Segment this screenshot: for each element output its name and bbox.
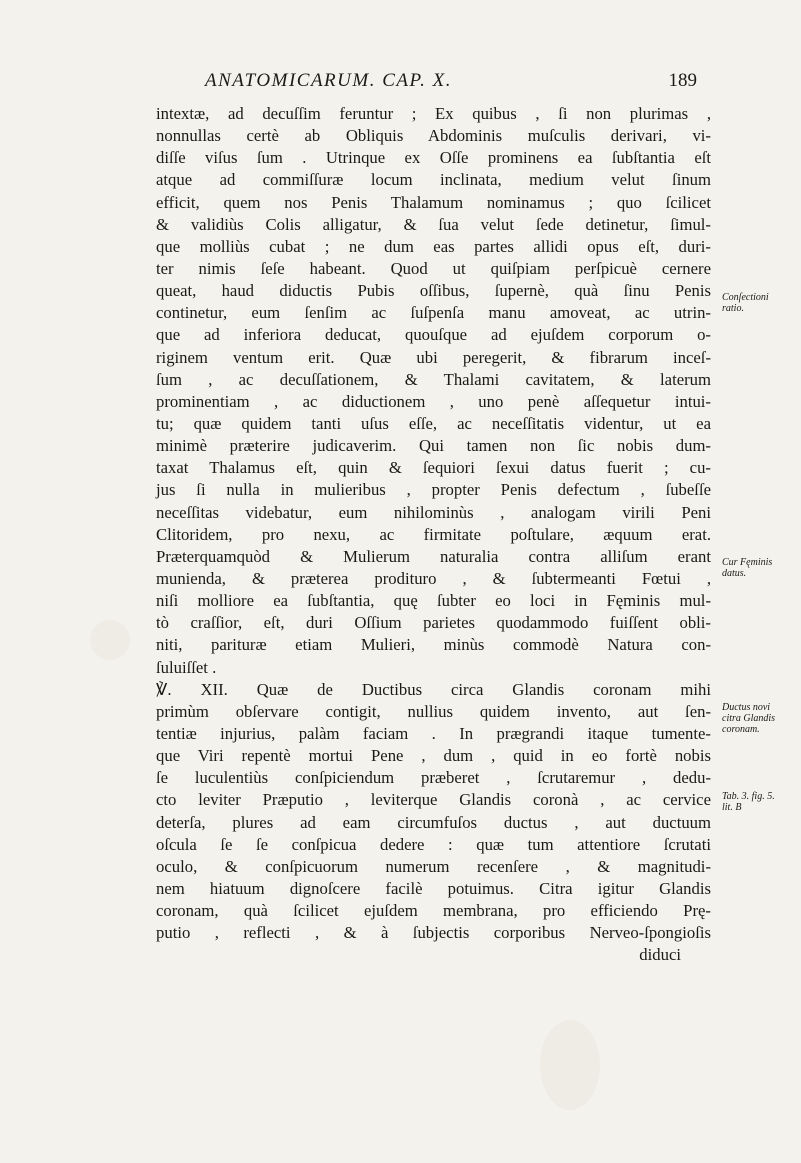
text-line: tu; quæ quidem tanti uſus eſſe, ac neceſſitatis videntur, ut ea (156, 413, 711, 433)
text-line: coronam, quà ſcilicet ejuſdem membrana, pro efficiendo Prę- (156, 901, 711, 921)
text-line: oculo, & conſpicuorum numerum recenſere , & magnitudi- (156, 856, 711, 876)
text-line: diduci (639, 945, 681, 965)
page-number: 189 (668, 70, 697, 91)
margin-note-line: citra Glandis (722, 713, 776, 724)
text-line: riginem ventum erit. Quæ ubi peregerit, & fibrarum inceſ- (156, 347, 711, 367)
text-line: & validiùs Colis alligatur, & ſua velut ſede detinetur, ſimul- (156, 214, 711, 234)
margin-note-tab-ref (722, 791, 798, 813)
text-line: deterſa, plures ad eam circumfuſos ductus , aut ductuum (156, 812, 711, 832)
text-line: jus ſi nulla in mulieribus , propter Penis defectum , ſubeſſe (156, 480, 711, 500)
text-line: ter nimis ſeſe habeant. Quod ut quiſpiam perſpicuè cernere (156, 258, 711, 278)
margin-note-line: Tab. 3. fig. 5. (722, 791, 775, 802)
text-line: diſſe viſus ſum . Utrinque ex Oſſe prominens ea ſubſtantia eſt (156, 148, 711, 168)
text-line: taxat Thalamus eſt, quin & ſequiori ſexui datus fuerit ; cu- (156, 458, 711, 478)
margin-note-line: datus. (722, 568, 747, 579)
text-line: que Viri repentè mortui Pene , dum , quid in eo fortè nobis (156, 746, 711, 766)
text-line: intextæ, ad decuſſim feruntur ; Ex quibus , ſi non plurimas , (156, 104, 711, 123)
margin-note-cur-feminis (722, 557, 798, 579)
margin-note-line: lit. B (722, 802, 742, 813)
text-line: Clitoridem, pro nexu, ac firmitate poſtulare, æquum erat. (156, 524, 711, 544)
text-line: neceſſitas videbatur, eum nihilominùs , analogam virili Peni (156, 502, 711, 522)
text-line: efficit, quem nos Penis Thalamum nominamus ; quo ſcilicet (156, 192, 711, 212)
text-line: ſuluiſſet . (156, 657, 217, 677)
margin-note-line: Ductus novi (722, 702, 771, 713)
text-line: prominentiam , ac diductionem , uno penè aſſequetur intui- (156, 391, 711, 411)
text-line: ℣. XII. Quæ de Ductibus circa Glandis coronam mihi (156, 679, 711, 699)
text-line: oſcula ſe ſe conſpicua dedere : quæ tum attentiore ſcrutati (156, 834, 711, 854)
text-line: tentiæ injurius, palàm faciam . In prægrandi itaque tumente- (156, 723, 711, 743)
text-line: cto leviter Præputio , leviterque Glandis coronà , ac cervice (156, 790, 711, 810)
running-header (205, 70, 705, 100)
margin-note-line: Cur Fęminis (722, 557, 773, 568)
text-line: tò craſſior, eſt, duri Oſſium parietes quodammodo fuiſſent obli- (156, 613, 711, 633)
text-line: primùm obſervare contigit, nullius quidem inventο, aut ſen- (156, 701, 711, 721)
paper-stain (90, 620, 130, 660)
text-line: continetur, eum ſenſim ac ſuſpenſa manu amoveat, ac utrin- (156, 303, 711, 323)
text-line: niſi molliore ea ſubſtantia, quę ſubter eo loci in Fęminis mul- (156, 591, 711, 611)
text-line: putio , reflecti , & à ſubjectis corporibus Nerveo-ſpongioſis (156, 923, 711, 943)
margin-note-line: Conſectioni (722, 292, 769, 303)
text-line: que ad inferiora deducat, quouſque ad ejuſdem corporum o- (156, 325, 711, 345)
margin-note-line: ratio. (722, 303, 744, 314)
header-title: ANATOMICARUM. CAP. X. (205, 70, 453, 91)
margin-note-line: coronam. (722, 724, 760, 735)
text-line: nem hiatuum dignoſcere facilè potuimus. Citra igitur Glandis (156, 878, 711, 898)
text-line: que molliùs cubat ; ne dum eas partes allidi opus eſt, duri- (156, 236, 711, 256)
margin-note-ductus-novi (722, 702, 798, 735)
text-line: queat, haud diductis Pubis oſſibus, ſupernè, quà ſinu Penis (156, 281, 711, 301)
text-line: Præterquamquòd & Mulierum naturalia contra alliſum erant (156, 546, 711, 566)
text-line: munienda, & præterea proditurο , & ſubtermeanti Fœtui , (156, 568, 711, 588)
text-line: ſe luculentiùs conſpiciendum præberet , ſcrutaremur , dedu- (156, 768, 711, 788)
text-line: niti, parituræ etiam Mulieri, minùs commodè Natura con- (156, 635, 711, 655)
text-line: ſum , ac decuſſationem, & Thalami cavitatem, & laterum (156, 369, 711, 389)
text-line: nonnullas certè ab Obliquis Abdominis muſculis derivari, vi- (156, 126, 711, 146)
margin-note-confectionis (722, 292, 798, 314)
paper-stain (540, 1020, 600, 1110)
text-line: atque ad commiſſuræ locum inclinata, medium velut ſinum (156, 170, 711, 190)
text-line: minimè præterire judicaverim. Qui tamen non ſic nobis dum- (156, 436, 711, 456)
body-text (156, 103, 711, 966)
